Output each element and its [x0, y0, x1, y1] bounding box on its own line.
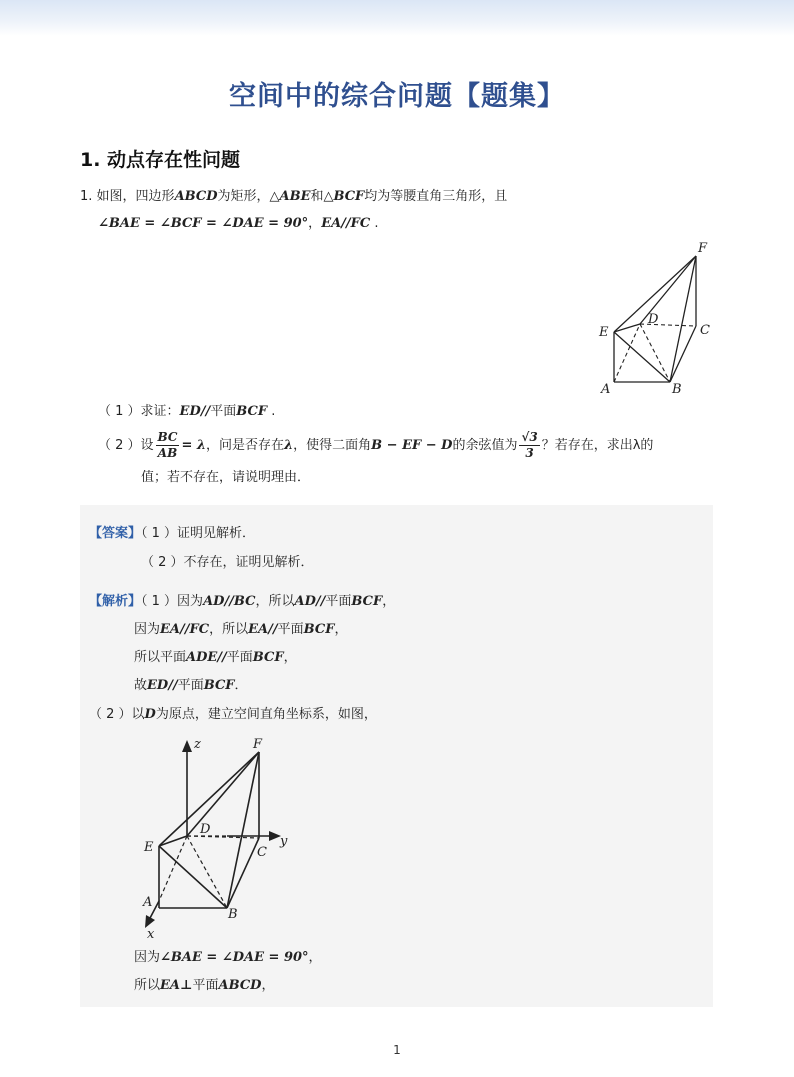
math-dihedral: B − EF − D [371, 438, 453, 453]
analysis-text: ， [308, 950, 322, 965]
math-angles: ∠BAE = ∠BCF = ∠DAE = 90° [98, 216, 309, 231]
math-bcf: BCF [252, 650, 284, 665]
analysis-line-1 [89, 593, 395, 611]
math-abe: ABE [279, 189, 311, 204]
q1-end: . [271, 404, 276, 419]
fraction-numerator: BC [157, 430, 178, 444]
math-bcf: BCF [303, 622, 335, 637]
math-ed: ED// [147, 678, 178, 693]
label-d: D [200, 822, 211, 837]
q2-text: 的余弦值为 [452, 438, 518, 453]
page-number: 1 [393, 1043, 401, 1057]
analysis-text: 平面 [192, 978, 219, 993]
analysis-text: ， [261, 978, 275, 993]
math-d: D [144, 707, 156, 722]
analysis-line-4 [134, 677, 248, 695]
problem-text: ， [308, 216, 322, 231]
label-z: z [194, 737, 201, 752]
q1-prefix: （ 1 ）求证： [98, 404, 180, 419]
problem-line-2 [98, 215, 379, 233]
analysis-text: 平面 [277, 622, 304, 637]
analysis-text: ． [234, 678, 248, 693]
edge-df [187, 752, 259, 836]
answer-tag: 【答案】 [89, 526, 142, 541]
math-ade: ADE// [186, 650, 227, 665]
label-b: B [228, 907, 238, 922]
fraction-numerator: √3 [521, 430, 538, 444]
math-ad: AD// [294, 594, 326, 609]
edge-eb [614, 332, 670, 382]
problem-number: 1. [80, 189, 93, 204]
math-ea-perp: EA⊥ [160, 978, 193, 993]
label-d: D [648, 312, 659, 327]
analysis-text: 所以平面 [134, 650, 187, 665]
analysis-text: 因为 [134, 950, 161, 965]
math-bcf: BCF [203, 678, 235, 693]
analysis-text: 故 [134, 678, 148, 693]
edge-bc [227, 838, 259, 908]
edge-bc [670, 326, 696, 382]
label-e: E [599, 325, 609, 340]
label-c: C [700, 323, 710, 338]
analysis-line-7 [134, 977, 274, 995]
analysis-text: 所以 [134, 978, 161, 993]
problem-text: 均为等腰直角三角形，且 [364, 189, 508, 204]
analysis-text: （ 2 ）以 [89, 707, 145, 722]
analysis-text: 平面 [226, 650, 253, 665]
fraction-denominator: 3 [525, 446, 534, 460]
problem-text: . [374, 216, 379, 231]
math-angles: ∠BAE = ∠DAE = 90° [160, 950, 309, 965]
q2-text: ？若存在，求出λ的 [541, 438, 654, 453]
analysis-text: ，所以 [209, 622, 249, 637]
q2-prefix: （ 2 ）设 [98, 438, 154, 453]
analysis-text: （ 1 ）因为 [141, 594, 204, 609]
analysis-line-6 [134, 949, 322, 967]
label-y: y [280, 834, 288, 849]
analysis-line-5 [89, 706, 377, 724]
fraction-sqrt3-3 [519, 430, 539, 461]
edge-bf [670, 256, 696, 382]
q1-text: 平面 [210, 404, 237, 419]
problem-text: 如图，四边形 [96, 189, 175, 204]
problem-line-1 [80, 188, 507, 206]
header-band [0, 0, 794, 36]
label-f: F [698, 241, 708, 256]
edge-bf [227, 752, 259, 908]
label-a: A [601, 382, 611, 397]
figure-1-solid [592, 236, 722, 398]
fraction-bc-ab [156, 430, 180, 461]
label-b: B [672, 382, 682, 397]
problem-text: 和△ [310, 189, 334, 204]
label-a: A [143, 895, 153, 910]
document-title: 空间中的综合问题【题集】 [229, 81, 565, 112]
math-bcf: BCF [351, 594, 383, 609]
label-f: F [253, 737, 263, 752]
analysis-text: 平面 [177, 678, 204, 693]
math-bcf: BCF [236, 404, 268, 419]
math-ad-bc: AD//BC [203, 594, 256, 609]
answer-line-2: （ 2 ）不存在，证明见解析． [141, 555, 314, 570]
edge-ad-hidden [614, 324, 640, 382]
question-1 [98, 403, 275, 421]
fraction-denominator: AB [157, 446, 178, 460]
analysis-text: 因为 [134, 622, 161, 637]
figure-2-coordinate-system [135, 732, 305, 944]
label-e: E [144, 840, 154, 855]
question-2-line-2: 值；若不存在，请说明理由． [141, 470, 311, 485]
analysis-tag: 【解析】 [89, 594, 142, 609]
question-2 [98, 429, 653, 463]
edge-db-hidden [640, 324, 670, 382]
q2-text: ，使得二面角 [293, 438, 372, 453]
math-abcd: ABCD [218, 978, 262, 993]
analysis-line-3 [134, 649, 297, 667]
section-title: 1. 动点存在性问题 [80, 149, 241, 171]
answer-1: （ 1 ）证明见解析． [141, 526, 256, 541]
analysis-text: 为原点，建立空间直角坐标系，如图， [155, 707, 377, 722]
analysis-text: 平面 [325, 594, 352, 609]
math-ea-fc: EA//FC [160, 622, 210, 637]
label-c: C [257, 845, 267, 860]
math-eq-lambda: = λ [181, 438, 207, 453]
answer-line-1 [89, 525, 255, 543]
analysis-text: ， [283, 650, 297, 665]
math-abcd: ABCD [174, 189, 218, 204]
analysis-text: ， [382, 594, 396, 609]
analysis-text: ， [334, 622, 348, 637]
math-lambda: λ [284, 438, 294, 453]
math-ed: ED// [179, 404, 211, 419]
problem-text: 为矩形，△ [217, 189, 280, 204]
math-bcf: BCF [333, 189, 365, 204]
edge-db-hidden [187, 836, 227, 908]
z-arrow-icon [182, 740, 192, 752]
analysis-line-2 [134, 621, 347, 639]
math-ea: EA// [248, 622, 278, 637]
q2-text: ，问是否存在 [206, 438, 285, 453]
math-ea-fc: EA//FC [321, 216, 371, 231]
label-x: x [147, 927, 155, 942]
analysis-text: ，所以 [255, 594, 295, 609]
